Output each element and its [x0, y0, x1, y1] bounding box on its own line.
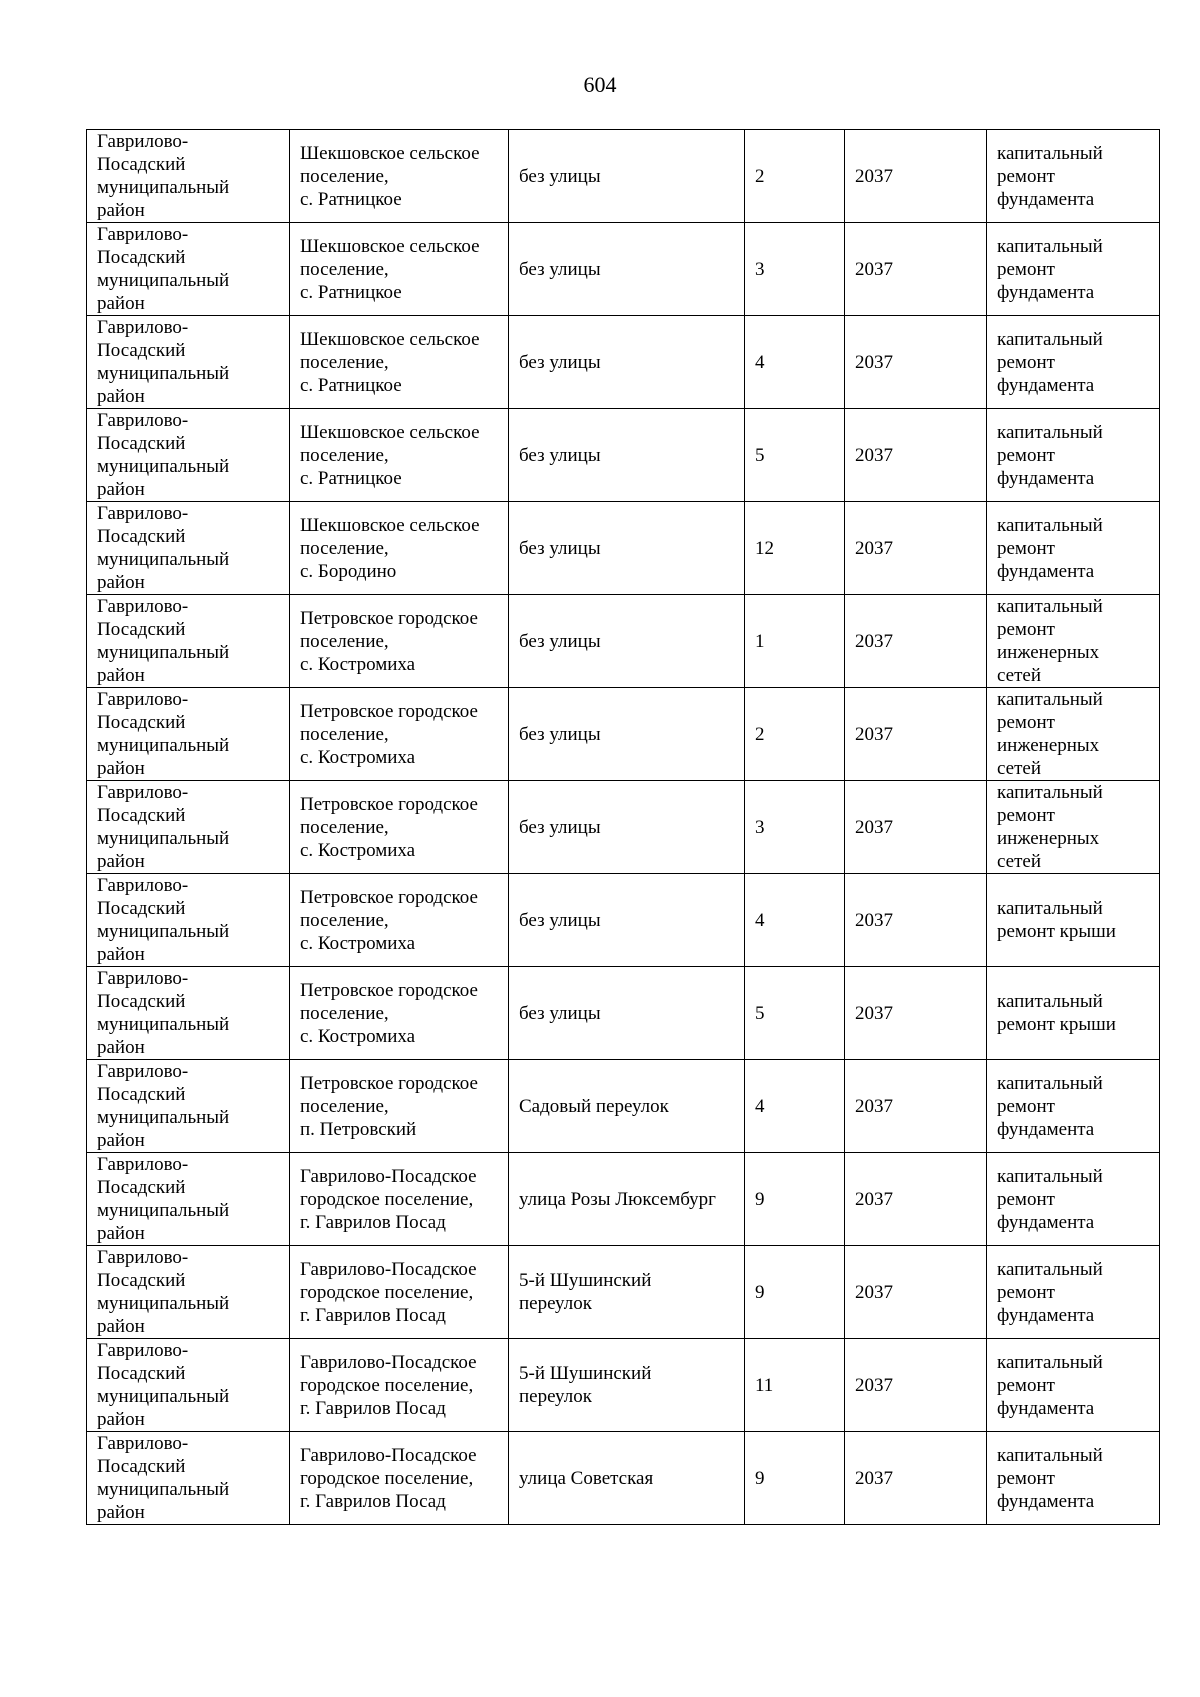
house-number-cell: 2 [745, 130, 845, 223]
district-cell: Гаврилово- Посадский муниципальный район [87, 1060, 290, 1153]
work-type-cell: капитальный ремонт инженерных сетей [987, 781, 1160, 874]
district-cell: Гаврилово- Посадский муниципальный район [87, 781, 290, 874]
table-row [87, 967, 1160, 1060]
page-number: 604 [583, 72, 617, 97]
street-cell: без улицы [509, 130, 745, 223]
street-cell: без улицы [509, 502, 745, 595]
settlement-cell: Петровское городское поселение, с. Костромиха [290, 781, 509, 874]
year-cell: 2037 [845, 688, 987, 781]
settlement-cell: Шекшовское сельское поселение, с. Ратницкое [290, 409, 509, 502]
table-row [87, 1432, 1160, 1525]
year-cell: 2037 [845, 781, 987, 874]
year-cell: 2037 [845, 1432, 987, 1525]
year-cell: 2037 [845, 1153, 987, 1246]
street-cell: без улицы [509, 595, 745, 688]
year-cell: 2037 [845, 1246, 987, 1339]
house-number-cell: 4 [745, 316, 845, 409]
house-number-cell: 9 [745, 1432, 845, 1525]
settlement-cell: Петровское городское поселение, п. Петровский [290, 1060, 509, 1153]
street-cell: Садовый переулок [509, 1060, 745, 1153]
district-cell: Гаврилово- Посадский муниципальный район [87, 1246, 290, 1339]
settlement-cell: Петровское городское поселение, с. Костромиха [290, 595, 509, 688]
year-cell: 2037 [845, 1060, 987, 1153]
table-row [87, 1060, 1160, 1153]
house-number-cell: 5 [745, 967, 845, 1060]
house-number-cell: 4 [745, 1060, 845, 1153]
year-cell: 2037 [845, 595, 987, 688]
house-number-cell: 3 [745, 781, 845, 874]
house-number-cell: 3 [745, 223, 845, 316]
table-body [87, 130, 1160, 1525]
settlement-cell: Петровское городское поселение, с. Костромиха [290, 874, 509, 967]
year-cell: 2037 [845, 223, 987, 316]
table-row [87, 409, 1160, 502]
district-cell: Гаврилово- Посадский муниципальный район [87, 1339, 290, 1432]
street-cell: 5-й Шушинский переулок [509, 1339, 745, 1432]
district-cell: Гаврилово- Посадский муниципальный район [87, 1432, 290, 1525]
house-number-cell: 12 [745, 502, 845, 595]
district-cell: Гаврилово- Посадский муниципальный район [87, 223, 290, 316]
year-cell: 2037 [845, 874, 987, 967]
house-number-cell: 11 [745, 1339, 845, 1432]
work-type-cell: капитальный ремонт фундамента [987, 1153, 1160, 1246]
district-cell: Гаврилово- Посадский муниципальный район [87, 409, 290, 502]
table-row [87, 316, 1160, 409]
district-cell: Гаврилово- Посадский муниципальный район [87, 595, 290, 688]
district-cell: Гаврилово- Посадский муниципальный район [87, 130, 290, 223]
district-cell: Гаврилово- Посадский муниципальный район [87, 874, 290, 967]
work-type-cell: капитальный ремонт фундамента [987, 130, 1160, 223]
work-type-cell: капитальный ремонт фундамента [987, 223, 1160, 316]
settlement-cell: Гаврилово-Посадское городское поселение, г. Гаврилов Посад [290, 1339, 509, 1432]
settlement-cell: Шекшовское сельское поселение, с. Ратницкое [290, 130, 509, 223]
settlement-cell: Шекшовское сельское поселение, с. Ратницкое [290, 316, 509, 409]
settlement-cell: Шекшовское сельское поселение, с. Ратницкое [290, 223, 509, 316]
table-row [87, 688, 1160, 781]
street-cell: без улицы [509, 316, 745, 409]
house-number-cell: 4 [745, 874, 845, 967]
street-cell: без улицы [509, 223, 745, 316]
street-cell: без улицы [509, 967, 745, 1060]
work-type-cell: капитальный ремонт фундамента [987, 1060, 1160, 1153]
work-type-cell: капитальный ремонт фундамента [987, 502, 1160, 595]
street-cell: без улицы [509, 781, 745, 874]
work-type-cell: капитальный ремонт крыши [987, 874, 1160, 967]
year-cell: 2037 [845, 502, 987, 595]
street-cell: улица Советская [509, 1432, 745, 1525]
year-cell: 2037 [845, 130, 987, 223]
year-cell: 2037 [845, 316, 987, 409]
settlement-cell: Петровское городское поселение, с. Костромиха [290, 688, 509, 781]
year-cell: 2037 [845, 1339, 987, 1432]
work-type-cell: капитальный ремонт инженерных сетей [987, 595, 1160, 688]
table-row [87, 223, 1160, 316]
street-cell: без улицы [509, 874, 745, 967]
work-type-cell: капитальный ремонт фундамента [987, 1246, 1160, 1339]
table-row [87, 502, 1160, 595]
repair-register-table [86, 129, 1160, 1525]
work-type-cell: капитальный ремонт фундамента [987, 409, 1160, 502]
work-type-cell: капитальный ремонт фундамента [987, 1432, 1160, 1525]
table-row [87, 1339, 1160, 1432]
district-cell: Гаврилово- Посадский муниципальный район [87, 1153, 290, 1246]
street-cell: 5-й Шушинский переулок [509, 1246, 745, 1339]
district-cell: Гаврилово- Посадский муниципальный район [87, 502, 290, 595]
house-number-cell: 9 [745, 1153, 845, 1246]
table-row [87, 1153, 1160, 1246]
settlement-cell: Шекшовское сельское поселение, с. Бородино [290, 502, 509, 595]
district-cell: Гаврилово- Посадский муниципальный район [87, 316, 290, 409]
house-number-cell: 2 [745, 688, 845, 781]
settlement-cell: Гаврилово-Посадское городское поселение, г. Гаврилов Посад [290, 1432, 509, 1525]
table-row [87, 595, 1160, 688]
street-cell: без улицы [509, 688, 745, 781]
year-cell: 2037 [845, 967, 987, 1060]
street-cell: улица Розы Люксембург [509, 1153, 745, 1246]
settlement-cell: Гаврилово-Посадское городское поселение, г. Гаврилов Посад [290, 1153, 509, 1246]
table-row [87, 1246, 1160, 1339]
house-number-cell: 5 [745, 409, 845, 502]
work-type-cell: капитальный ремонт инженерных сетей [987, 688, 1160, 781]
street-cell: без улицы [509, 409, 745, 502]
settlement-cell: Гаврилово-Посадское городское поселение, г. Гаврилов Посад [290, 1246, 509, 1339]
work-type-cell: капитальный ремонт фундамента [987, 1339, 1160, 1432]
table-row [87, 874, 1160, 967]
year-cell: 2037 [845, 409, 987, 502]
work-type-cell: капитальный ремонт крыши [987, 967, 1160, 1060]
district-cell: Гаврилово- Посадский муниципальный район [87, 688, 290, 781]
house-number-cell: 9 [745, 1246, 845, 1339]
house-number-cell: 1 [745, 595, 845, 688]
settlement-cell: Петровское городское поселение, с. Костромиха [290, 967, 509, 1060]
table-row [87, 781, 1160, 874]
work-type-cell: капитальный ремонт фундамента [987, 316, 1160, 409]
district-cell: Гаврилово- Посадский муниципальный район [87, 967, 290, 1060]
table-row [87, 130, 1160, 223]
